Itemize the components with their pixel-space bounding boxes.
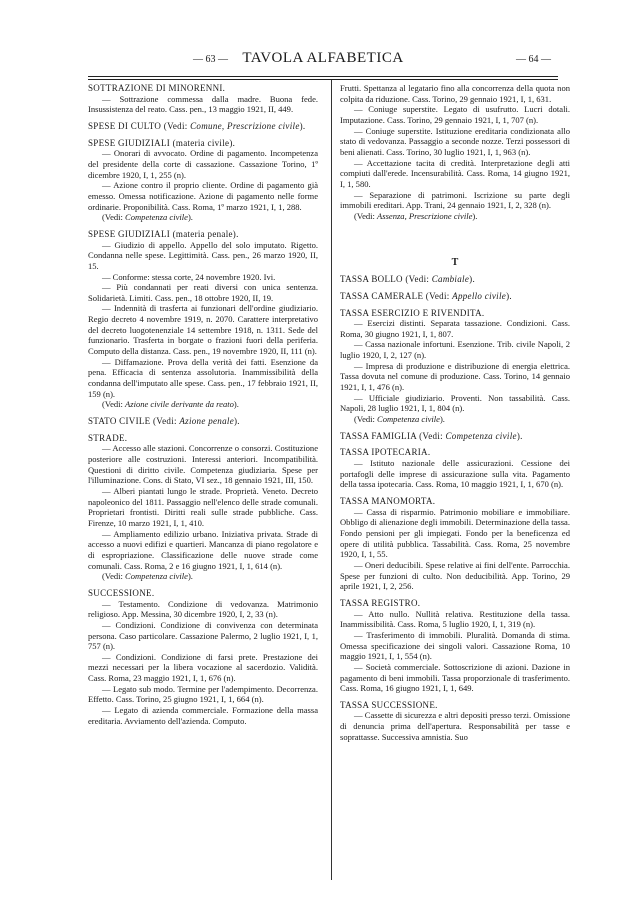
entry-text: — Trasferimento di immobili. Pluralità. Domanda di stima. Omessa specificazione dei singoli valori. Cassazione Roma, 10 maggio 1921, I, 1, 554 (n).	[340, 629, 570, 662]
heading-text: TASSA CAMERALE (Vedi:	[340, 290, 453, 301]
entry-heading	[340, 598, 570, 609]
entry-text: — Oneri deducibili. Spese relative ai fini dell'ente. Parrocchia. Spese per funzioni di culto. Non deducibilità. App. Torino, 29 aprile 1921, I, 2, 256.	[340, 559, 570, 592]
see-also-tail: ).	[233, 399, 239, 410]
page-title: TAVOLA ALFABETICA	[242, 50, 404, 66]
see-also-prefix: (Vedi:	[354, 414, 378, 425]
heading-text: TASSA FAMIGLIA (Vedi:	[340, 430, 446, 441]
entry-heading	[340, 274, 570, 285]
heading-reference: Azione penale	[179, 416, 234, 427]
column-divider	[331, 80, 332, 880]
entry-heading	[88, 416, 318, 427]
entry-text: — Conforme: stessa corte, 24 novembre 1920. Ivi.	[102, 271, 276, 282]
see-also	[340, 211, 570, 222]
entry-text: — Impresa di produzione e distribuzione di energia elettrica. Tassa dovuta nel comune di produzione. Cass. Torino, 14 gennaio 1921, I, 1, 476 (n).	[340, 360, 570, 393]
entry-heading	[88, 229, 318, 240]
entry-heading	[340, 431, 570, 442]
section-letter: T	[451, 256, 459, 268]
entry-text: — Alberi piantati lungo le strade. Proprietà. Veneto. Decreto napoleonico del 1811. Passaggio nell'elenco delle strade comunali. Proprietari frontisti. Diritti reali sulle strade pubbliche. Cass. Firenze, 10 marzo 1921, I, 1, 410.	[88, 485, 318, 528]
heading-text: SPESE GIUDIZIALI (materia civile).	[88, 137, 236, 148]
entry-heading	[88, 433, 318, 444]
heading-text: STATO CIVILE (Vedi:	[88, 416, 180, 427]
entry-text: — Istituto nazionale delle assicurazioni. Cessione dei portafogli delle imprese di assicurazione sulla vita. Pagamento della tassa ipotecaria. Cass. Roma, 10 maggio 1921, I, 1, 670 (n).	[340, 458, 570, 490]
entry-heading	[340, 700, 570, 711]
see-also-prefix: (Vedi:	[102, 571, 126, 582]
see-also-tail: ).	[187, 571, 193, 582]
heading-tail: ).	[469, 274, 475, 285]
entry-heading	[340, 447, 570, 458]
page-header	[88, 50, 558, 72]
heading-reference: Cambiale	[431, 274, 470, 285]
see-also-prefix: (Vedi:	[102, 212, 126, 223]
heading-tail: ).	[234, 416, 240, 427]
heading-text: SUCCESSIONE.	[88, 587, 155, 598]
see-also-reference: Competenza civile	[125, 212, 188, 223]
entry-text: — Coniuge superstite. Legato di usufrutto. Lucri dotali. Imputazione. Cass. Torino, 29 gennaio 1921, I, 1, 707 (n).	[340, 104, 570, 125]
entry-text: — Società commerciale. Sottoscrizione di azioni. Dazione in pagamento di beni immobili. Tassa proporzionale di trasferimento. Cass. Roma, 16 giugno 1921, I, 1, 649.	[340, 661, 570, 694]
heading-text: TASSA ESERCIZIO E RIVENDITA.	[340, 307, 485, 318]
entry-heading	[88, 121, 318, 132]
heading-text: TASSA IPOTECARIA.	[340, 447, 431, 458]
entry-text: — Azione contro il proprio cliente. Ordine di pagamento già emesso. Omessa notificazione. Azione di pagamento nelle forme ordinarie. Proponibilità. Cass. Roma, 1º marzo 1921, I, 1, 288.	[88, 180, 318, 212]
see-also-tail: ).	[439, 414, 445, 425]
see-also-reference: Azione civile derivante da reato	[125, 399, 234, 410]
entry-heading	[340, 308, 570, 319]
heading-text: SPESE GIUDIZIALI (materia penale).	[88, 228, 239, 239]
heading-text: SPESE DI CULTO (Vedi:	[88, 120, 191, 131]
spacer	[340, 222, 570, 258]
see-also-reference: Assenza, Prescrizione civile	[377, 210, 473, 221]
left-column	[88, 83, 318, 726]
entry-text: — Sottrazione commessa dalla madre. Buona fede. Insussistenza del reato. Cass. pen., 13 maggio 1921, II, 449.	[88, 93, 318, 115]
entry-continuation: Frutti. Spettanza al legatario fino alla concorrenza della quota non colpita da riduzione. Cass. Torino, 29 gennaio 1921, I, 1, 631.	[340, 83, 570, 104]
entry-text: — Legato sub modo. Termine per l'adempimento. Decorrenza. Effetto. Cass. Torino, 25 giugno 1921, I, 1, 664 (n).	[88, 683, 318, 705]
see-also-tail: ).	[472, 210, 478, 221]
header-rule-bottom	[88, 79, 558, 80]
heading-reference: Comune, Prescrizione civile	[190, 120, 300, 131]
see-also-tail: ).	[187, 212, 193, 223]
entry-text: — Ufficiale giudiziario. Proventi. Non tassabilità. Cass. Napoli, 28 luglio 1921, I, 1, 804 (n).	[340, 392, 570, 414]
entry-text: — Esercizi distinti. Separata tassazione. Condizioni. Cass. Roma, 30 giugno 1921, I, 1, 807.	[340, 318, 570, 339]
entry-text: — Cassa di risparmio. Patrimonio mobiliare e immobiliare. Obbligo di alienazione degli immobili. Determinazione della tassa. Fondo pensioni per gli impiegati. Fondo per la beneficenza ed opere di utilità pubblica. Tassabilità. Cass. Roma, 25 novembre 1920, I, 1, 55.	[340, 506, 570, 560]
see-also	[88, 399, 318, 410]
entry-text: — Testamento. Condizione di vedovanza. Matrimonio religioso. App. Messina, 30 dicembre 1920, I, 2, 33 (n).	[88, 598, 318, 620]
see-also	[340, 414, 570, 425]
heading-tail: ).	[516, 430, 523, 441]
right-column	[340, 83, 570, 742]
entry-text: — Onorari di avvocato. Ordine di pagamento. Incompetenza del presidente della corte di cassazione. Cassazione Torino, 1º dicembre 1920, I, 1, 255 (n).	[88, 148, 318, 180]
see-also-reference: Competenza civile	[125, 571, 188, 582]
entry-text: — Legato di azienda commerciale. Formazione della massa ereditaria. Avviamento dell'azienda. Computo.	[88, 705, 318, 726]
entry-text: — Più condannati per reati diversi con unica sentenza. Solidarietà. Limiti. Cass. pen., 18 ottobre 1920, II, 19.	[88, 282, 318, 303]
entry-heading	[88, 138, 318, 149]
entry-text: — Coniuge superstite. Istituzione ereditaria condizionata allo stato di vedovanza. Passaggio a seconde nozze. Terzi possessori di beni alienati. Cass. Torino, 30 luglio 1921, I, 1, 963 (n).	[340, 125, 570, 157]
entry-text: — Ampliamento edilizio urbano. Iniziativa privata. Strade di accesso a nuovi edifizi e quartieri. Mancanza di piano regolatore e di espropriazione. Classificazione delle nuove strade come comunali. Cass. Roma, 2 e 16 giugno 1921, I, 1, 614 (n).	[88, 528, 318, 571]
page-number-right: — 64 —	[516, 54, 551, 65]
heading-text: TASSA MANOMORTA.	[340, 496, 436, 506]
heading-text: TASSA REGISTRO.	[340, 597, 421, 608]
heading-tail: ).	[506, 290, 512, 301]
heading-tail: ).	[299, 120, 306, 131]
heading-text: SOTTRAZIONE DI MINORENNI.	[88, 83, 226, 93]
entry-text: — Condizioni. Condizione di farsi prete. Prestazione dei mezzi necessari per la libera vocazione al sacerdozio. Validità. Cass. Roma, 23 maggio 1921, I, 1, 676 (n).	[88, 651, 318, 684]
heading-reference: Appello civile	[452, 290, 507, 301]
entry-text: — Giudizio di appello. Appello del solo imputato. Rigetto. Condanna nelle spese. Legittimità. Cass. pen., 26 marzo 1920, II, 15.	[88, 239, 318, 271]
entry-text: — Separazione di patrimoni. Iscrizione su parte degli immobili ereditari. App. Trani, 24 gennaio 1921, I, 2, 328 (n).	[340, 189, 570, 211]
entry-text: — Accettazione tacita di credità. Interpretazione degli atti compiuti dall'erede. Incensurabilità. Cass. Roma, 14 giugno 1921, I, 1, 580.	[340, 157, 570, 189]
see-also	[88, 571, 318, 582]
heading-text: TASSA SUCCESSIONE.	[340, 699, 438, 710]
heading-reference: Competenza civile	[445, 430, 517, 441]
entry-text: — Atto nullo. Nullità relativa. Restituzione della tassa. Inammissibilità. Cass. Roma, 5 luglio 1920, I, 1, 319 (n).	[340, 608, 570, 630]
see-also-prefix: (Vedi:	[354, 210, 378, 221]
entry-text: — Condizioni. Condizione di convivenza con determinata persona. Caso particolare. Cassazione Palermo, 2 luglio 1921, I, 1, 757 (n).	[88, 619, 318, 652]
entry-text: — Accesso alle stazioni. Concorrenze o consorzi. Costituzione posteriore alle costruzioni. Interessi anteriori. Incompatibilità. Questioni di diritto civile. Competenza giudiziaria. Spese per l'illuminazione. Cons. di Stato, VI sez., 18 gennaio 1921, III, 150.	[88, 443, 318, 486]
entry-text: — Cassa nazionale infortuni. Esenzione. Trib. civile Napoli, 2 luglio 1920, I, 2, 127 (n).	[340, 339, 570, 361]
entry-heading	[88, 83, 318, 94]
entry-text: — Diffamazione. Prova della verità dei fatti. Esenzione da pena. Efficacia di sentenza assolutoria. Inammissibilità della condanna dell'imputato alle spese. Cass. pen., 17 febbraio 1921, II, 159 (n).	[88, 356, 318, 399]
entry-text: — Indennità di trasferta ai funzionari dell'ordine giudiziario. Regio decreto 4 novembre 1919, n. 2070. Carattere interpretativo del decreto luogotenenziale 14 settembre 1918, n. 1311. Sede del funzionario. Trasferta in borgate o frazioni fuori della periferia. Computo della distanza. Cass. pen., 19 novembre 1920, II, 111 (n).	[88, 303, 318, 357]
entry-heading	[340, 291, 570, 302]
entry-text: — Cassette di sicurezza e altri depositi presso terzi. Omissione di denuncia prima dell'apertura. Responsabilità per tasse e soprattasse. Successiva amnistia. Suo	[340, 710, 570, 742]
heading-text: STRADE.	[88, 432, 128, 443]
entry-heading	[88, 588, 318, 599]
see-also	[88, 212, 318, 223]
entry-heading	[340, 496, 570, 507]
see-also-prefix: (Vedi:	[102, 399, 126, 410]
header-rule-top	[88, 76, 558, 77]
heading-text: TASSA BOLLO (Vedi:	[340, 274, 432, 285]
page-number-left: — 63 —	[193, 54, 228, 65]
see-also-reference: Competenza civile	[377, 414, 440, 425]
